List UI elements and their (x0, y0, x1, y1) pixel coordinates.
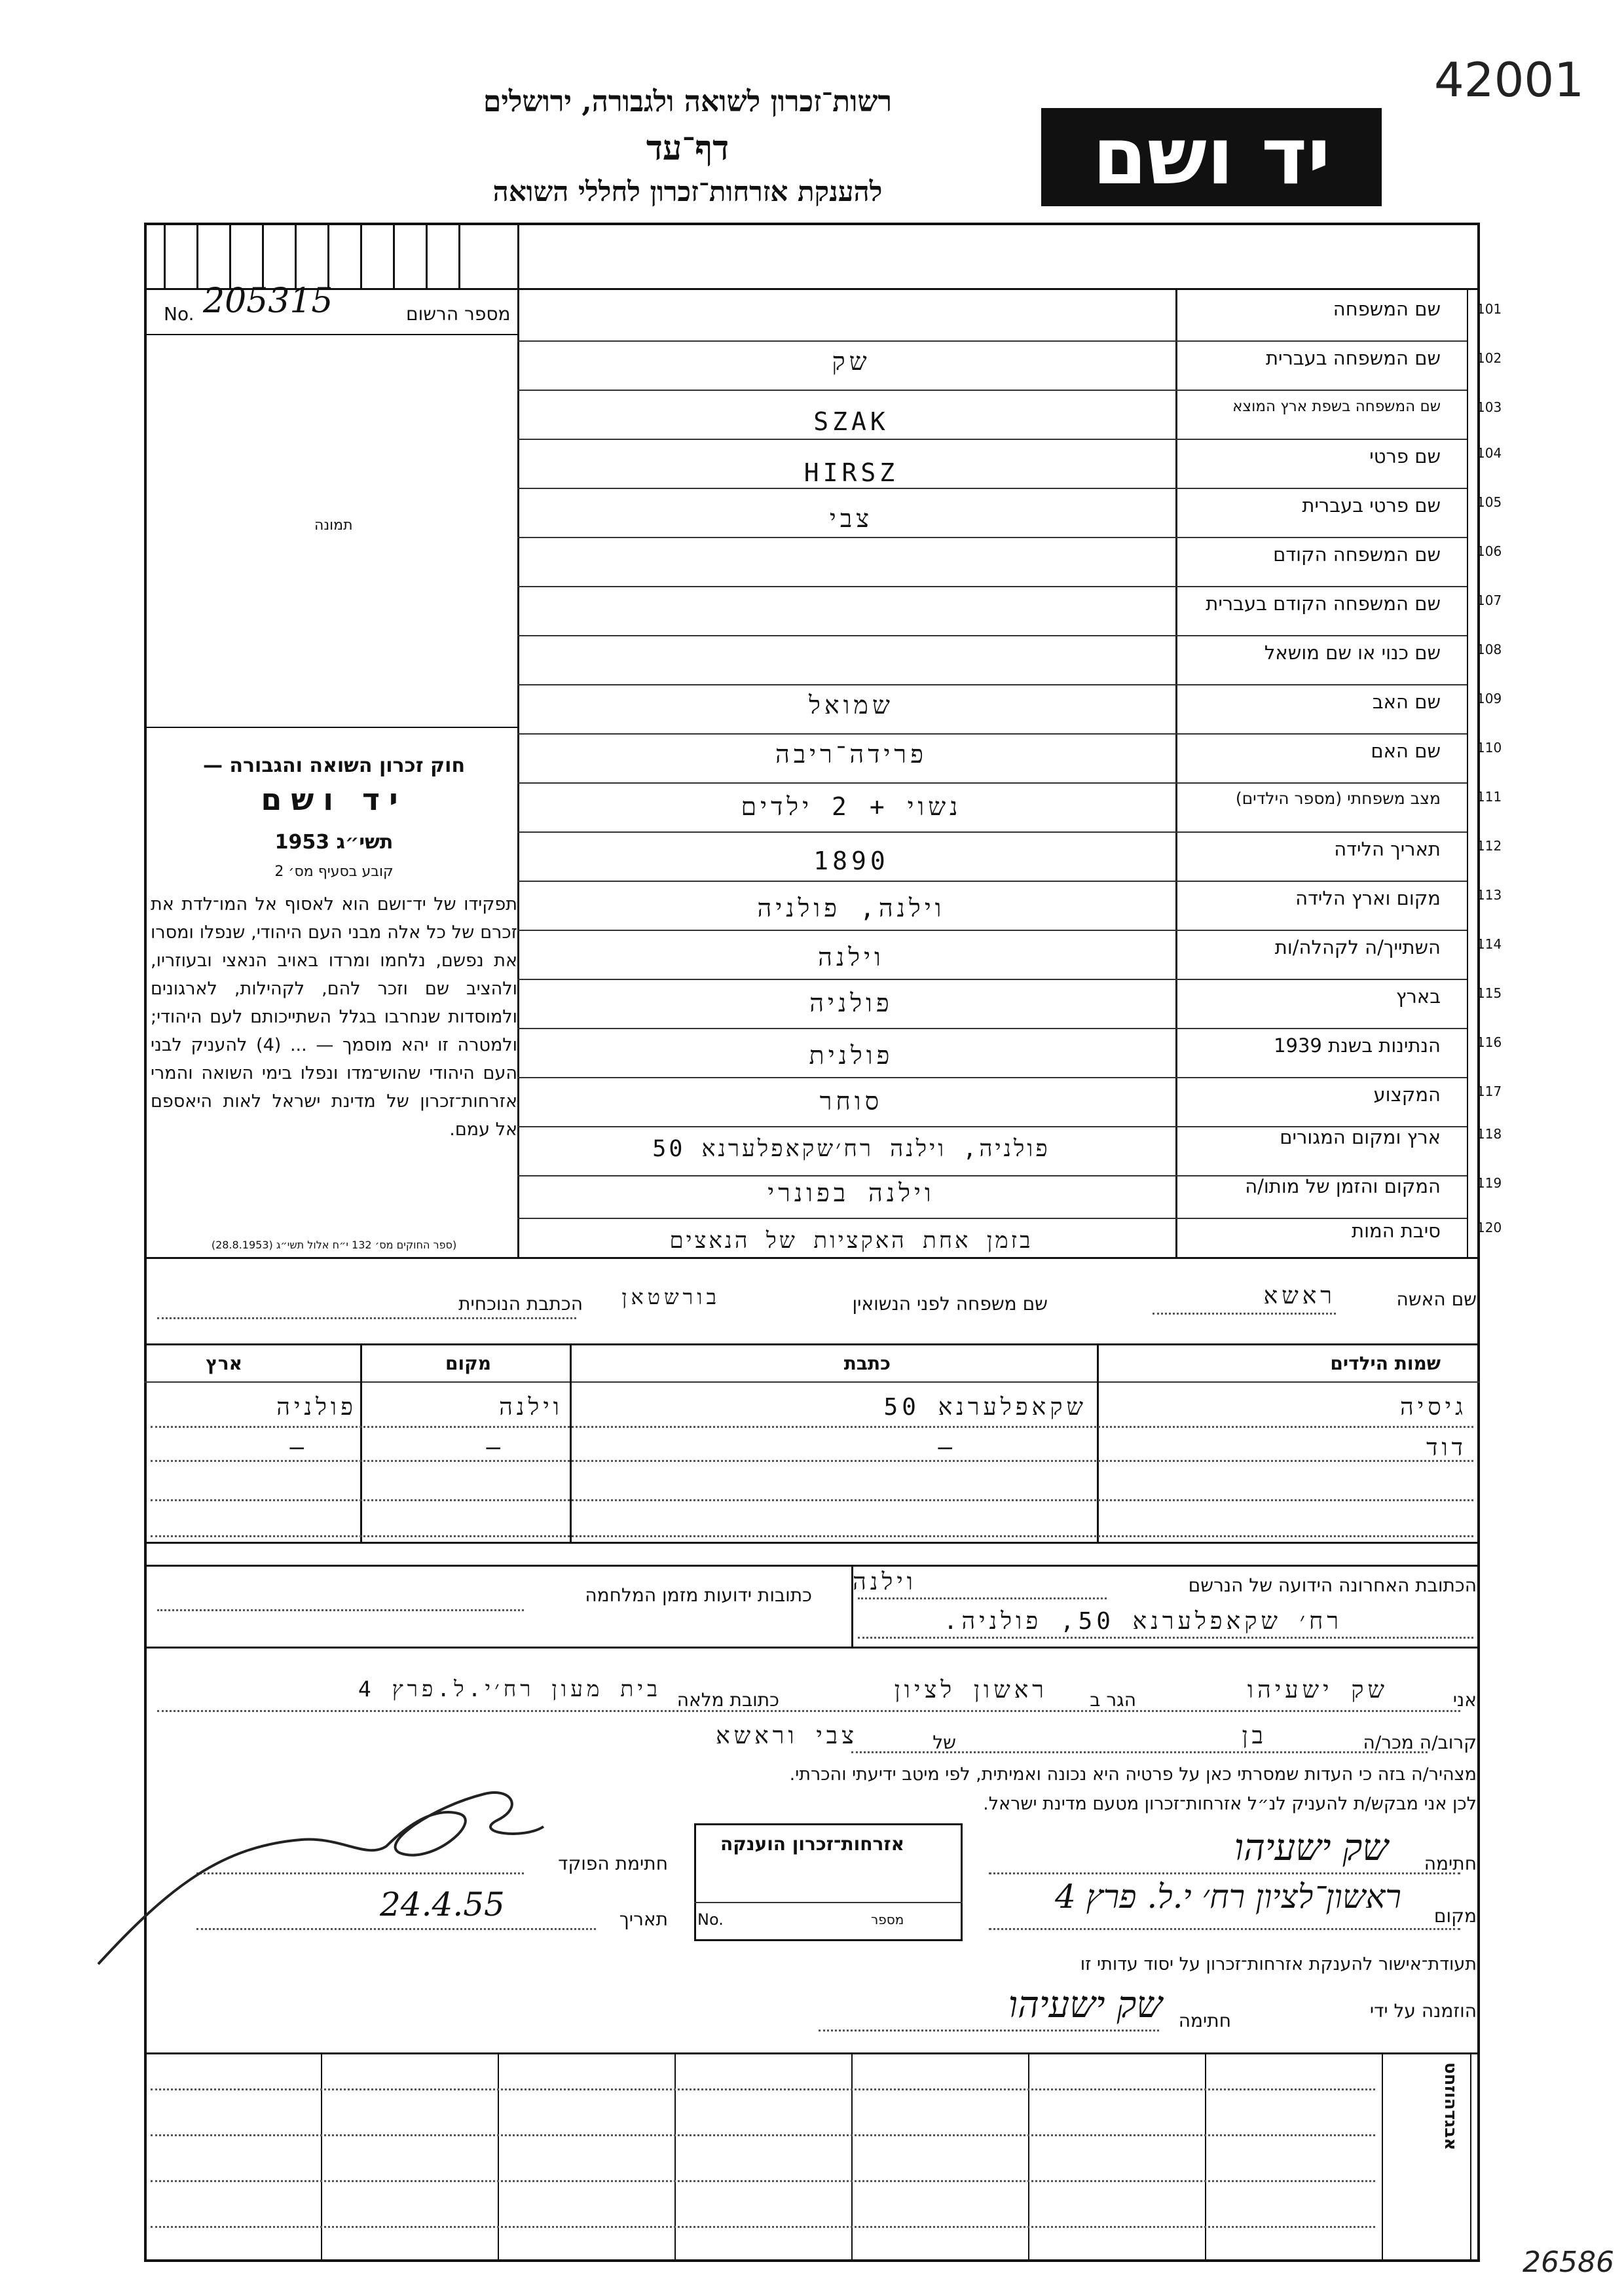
spouse-maiden-label: שם משפחה לפני הנשואין (852, 1293, 1048, 1315)
field-120-value: בזמן אחת האקציות של הנאצים (669, 1228, 1033, 1254)
spouse-address-label: הכתבת הנוכחית (458, 1293, 583, 1315)
field-103-value: SZAK (813, 407, 889, 436)
field-105-label: שם פרטי בעברית (1302, 494, 1441, 517)
field-114-value: וילנה (818, 943, 885, 972)
child-2-address: — (938, 1434, 956, 1461)
law-year: תשי״ג 1953 (274, 831, 394, 854)
law-clause: קובע בסעיף מס׳ 2 (274, 864, 394, 880)
declarant-place-label: מקום (1433, 1905, 1477, 1927)
field-117-label: המקצוע (1373, 1084, 1441, 1106)
field-117-value: סוחר (819, 1087, 883, 1116)
field-105-number: 105 (1477, 494, 1502, 510)
declarant-signature: שק ישעיהו (1234, 1827, 1388, 1869)
children-header-place: מקום (445, 1353, 491, 1374)
field-109-number: 109 (1477, 691, 1502, 706)
field-114-number: 114 (1477, 936, 1502, 952)
officer-signature-scribble (92, 1768, 550, 1977)
declarant-signature-label: חתימה (1424, 1853, 1477, 1874)
field-103-label: שם המשפחה בשפת ארץ המוצא (1232, 398, 1441, 415)
registration-no-label: No. (164, 303, 194, 325)
field-107-number: 107 (1477, 592, 1502, 608)
field-115-value: פולניה (809, 989, 893, 1017)
field-112-number: 112 (1477, 838, 1502, 854)
law-footnote: (ספר החוקים מס׳ 132 י״ח אלול תשי״ג (28.8.1953) (211, 1239, 457, 1251)
field-118-value: פולניה, וילנה רח׳שקאפלערנא 50 (652, 1136, 1050, 1162)
declarant-relation-label: קרוב/ה מכר/ה (1363, 1732, 1477, 1753)
child-1-country: פולניה (276, 1394, 357, 1421)
law-title: חוק זכרון השואה והגבורה — (202, 754, 466, 777)
field-109-label: שם האב (1372, 691, 1441, 713)
field-107-label: שם המשפחה הקודם בעברית (1206, 592, 1441, 615)
spouse-maiden-name: בורשטאן (621, 1285, 720, 1309)
last-address-label: הכתובת האחרונה הידועה של הנרשם (1188, 1575, 1477, 1596)
field-111-label: מצב משפחתי (מספר הילדים) (1235, 789, 1441, 808)
declarant-place: ראשון־לציון רח׳ י.ל. פרץ 4 (1054, 1878, 1401, 1916)
field-120-label: סיבת המות (1352, 1220, 1441, 1242)
law-name: יד ושם (261, 782, 407, 817)
last-address-line2: רח׳ שקאפלערנא 50, פולניה. (943, 1608, 1342, 1635)
spouse-name-label: שם האשה (1396, 1288, 1477, 1310)
children-header-address: כתבת (843, 1353, 891, 1374)
field-111-value: נשוי + 2 ילדים (741, 792, 962, 821)
field-104-number: 104 (1477, 445, 1502, 461)
declarant-statement-2: לכן אני מבקש/ת להעניק לנ״ל אזרחות־זכרון מטעם מדינת ישראל. (983, 1794, 1477, 1814)
header-title: דף־עד (646, 128, 729, 168)
field-113-label: מקום וארץ הלידה (1295, 887, 1441, 909)
field-112-value: 1890 (813, 847, 889, 875)
declarant-resides-label: הגר ב (1090, 1689, 1136, 1711)
yad-vashem-logo: יד ושם (1041, 108, 1382, 206)
field-113-number: 113 (1477, 887, 1502, 903)
field-106-label: שם המשפחה הקודם (1273, 543, 1441, 566)
field-118-label: ארץ ומקום המגורים (1280, 1126, 1441, 1148)
field-112-label: תאריך הלידה (1334, 838, 1441, 860)
field-115-number: 115 (1477, 985, 1502, 1001)
field-119-label: המקום והזמן של מותו/ה (1245, 1175, 1441, 1197)
field-105-value: צבי (829, 504, 874, 533)
header-authority: רשות־זכרון לשואה ולגבורה, ירושלים (483, 85, 893, 118)
registration-number: 205315 (203, 282, 333, 321)
child-1-place: וילנה (499, 1394, 563, 1421)
declarant-address: בית מעון רח׳י.ל.פרץ 4 (358, 1676, 661, 1702)
field-117-number: 117 (1477, 1084, 1502, 1099)
declarant-address-label: כתובת מלאה (676, 1689, 779, 1711)
law-text: תפקידו של יד־ושם הוא לאסוף אל המו־לדת את זכרם של כל אלה מבני העם היהודי, שנפלו ומסרו את נפשם, נלחמו ומרדו באויב הנאצי ובעוזריו, ולהציב שם וזכר להם, לקהילות, לארגונים ולמוסדות שנחרבו בגלל השתייכותם לעם היהודי; ולמטרה זו יהא מוסמך — ... (4) להעניק לבני העם היהודי שהוש־מדו ונפלו בימי השואה והמרי אזרחות־זכרון של מדינת ישראל לאות היאספם אל עמם. (151, 894, 517, 1140)
certificate-text: תעודת־אישור להענקת אזרחות־זכרון על יסוד עדותי זו (1080, 1954, 1477, 1975)
field-116-label: הנתינות בשנת 1939 (1274, 1034, 1441, 1057)
field-104-value: HIRSZ (803, 458, 899, 487)
declarant-name: שק ישעיהו (1247, 1677, 1388, 1704)
field-102-value: שק (832, 347, 871, 376)
photo-label: תמונה (314, 517, 353, 534)
handwritten-top-number: 42001 (1434, 52, 1585, 107)
field-110-value: פרידה־ריבה (775, 740, 928, 769)
wartime-address-label: כתובות ידועות מזמן המלחמה (585, 1584, 812, 1606)
field-118-number: 118 (1477, 1126, 1502, 1142)
field-110-label: שם האם (1371, 740, 1441, 762)
certificate-signature-label: חתימה (1178, 2010, 1231, 2032)
field-116-number: 116 (1477, 1034, 1502, 1050)
child-2-name: דוד (1426, 1434, 1467, 1461)
field-101-label: שם המשפחה (1333, 298, 1441, 320)
field-115-label: בארץ (1395, 985, 1441, 1008)
declarant-statement-1: מצהיר/ה בזה כי העדות שמסרתי כאן על פרטיה היא נכונה ואמיתית, לפי מיטב ידיעתי והכרתי. (789, 1764, 1477, 1785)
date-value: 24.4.55 (380, 1886, 505, 1923)
declarant-ani-label: אני (1452, 1689, 1477, 1711)
field-102-label: שם המשפחה בעברית (1265, 347, 1441, 369)
field-103-number: 103 (1477, 399, 1502, 415)
child-1-name: גיסיה (1400, 1394, 1467, 1421)
child-2-country: — (289, 1434, 308, 1461)
field-111-number: 111 (1477, 789, 1502, 805)
field-119-number: 119 (1477, 1175, 1502, 1191)
certificate-signature: שק ישעיהו (1008, 1984, 1162, 2026)
field-104-label: שם פרטי (1369, 445, 1441, 467)
citizenship-box-title: אזרחות־זכרון הוענקה (720, 1833, 904, 1855)
field-110-number: 110 (1477, 740, 1502, 756)
officer-signature-label: חתימת הפוקד (558, 1853, 668, 1874)
field-120-number: 120 (1477, 1220, 1502, 1235)
field-109-value: שמואל (809, 691, 894, 720)
field-116-value: פולנית (809, 1041, 894, 1070)
child-1-address: שקאפלערנא 50 (883, 1394, 1087, 1421)
spouse-name: ראשא (1263, 1283, 1336, 1309)
field-106-number: 106 (1477, 543, 1502, 559)
field-114-label: השתייך/ה לקהלה/ות (1274, 936, 1441, 958)
declarant-relation: בן (1242, 1722, 1267, 1749)
declarant-city: ראשון לציון (894, 1677, 1048, 1704)
field-108-number: 108 (1477, 642, 1502, 657)
field-119-value: וילנה בפונרי (767, 1178, 935, 1207)
last-address-line1: וילנה (853, 1569, 917, 1595)
bottom-letter-strip: אבגדהוזחט (1441, 2062, 1460, 2151)
declarant-of-names: צבי וראשא (716, 1722, 858, 1749)
citizenship-box-no-en: No. (697, 1910, 724, 1929)
field-102-number: 102 (1477, 350, 1502, 366)
handwritten-bottom-number: 26586 (1522, 2246, 1614, 2279)
children-header-country: ארץ (206, 1353, 242, 1374)
field-101-number: 101 (1477, 301, 1502, 317)
citizenship-box-no-he: מספר (871, 1912, 904, 1927)
field-113-value: וילנה, פולניה (757, 894, 946, 922)
child-2-place: — (486, 1434, 504, 1461)
field-108-label: שם כנוי או שם מושאל (1264, 642, 1441, 664)
date-label: תאריך (619, 1908, 668, 1930)
declarant-of-label: של (932, 1732, 956, 1753)
header-subtitle: להענקת אזרחות־זכרון לחללי השואה (492, 175, 883, 208)
certificate-ordered-label: הוזמנה על ידי (1369, 2000, 1477, 2022)
children-header-names: שמות הילדים (1330, 1353, 1441, 1374)
registration-label: מספר הרשום (406, 303, 511, 325)
